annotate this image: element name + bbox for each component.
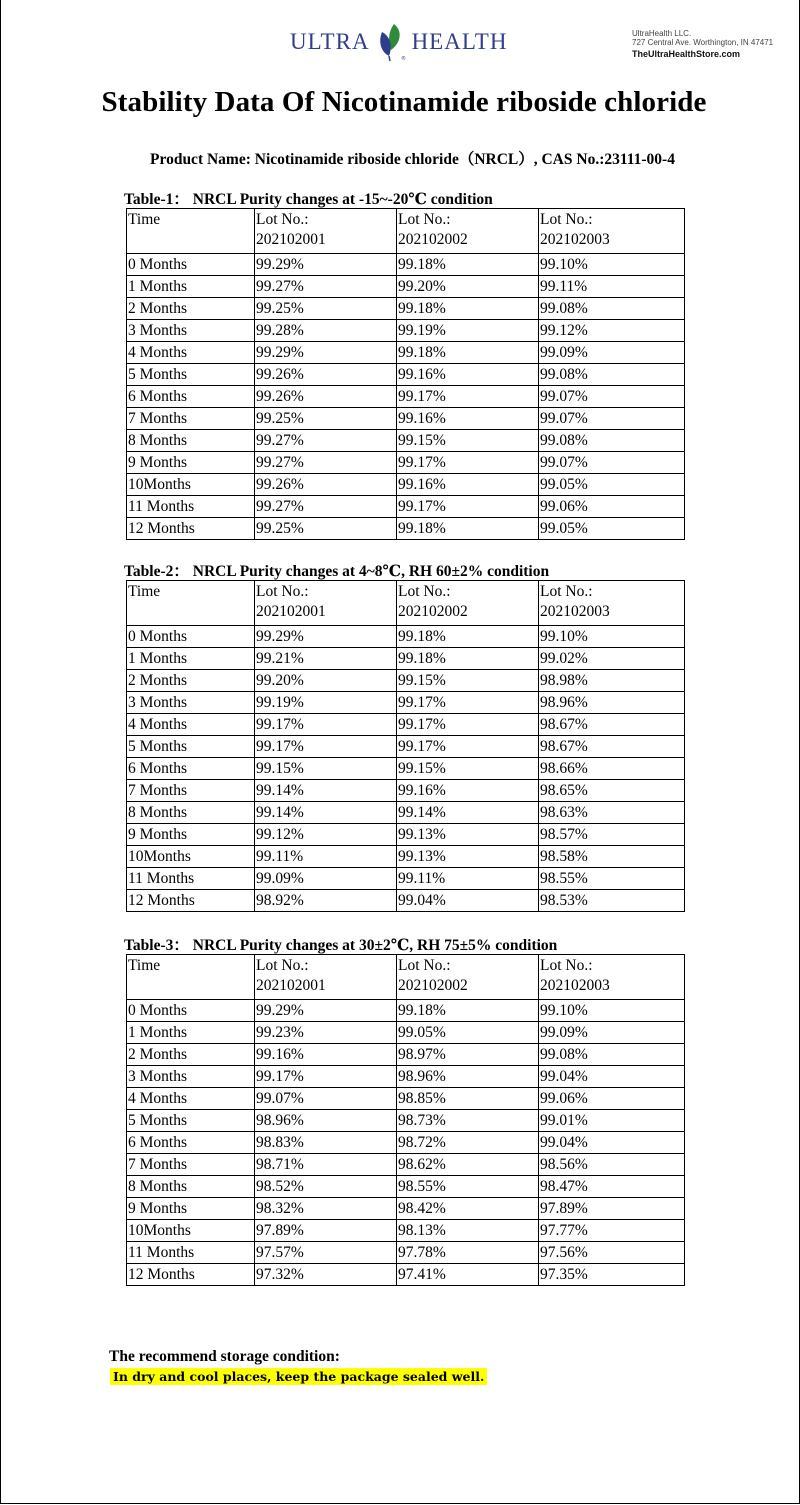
stability-table-3	[126, 954, 685, 1286]
table-row	[127, 518, 685, 540]
table-header-row	[127, 581, 685, 626]
table-row	[127, 320, 685, 342]
time-cell: 9 Months	[127, 452, 255, 474]
table-row	[127, 846, 685, 868]
lot-label: Lot No.:	[256, 211, 309, 228]
purity-cell: 97.41%	[397, 1264, 539, 1286]
lot-number: 202102003	[540, 603, 610, 620]
time-cell: 4 Months	[127, 714, 255, 736]
purity-cell: 97.89%	[539, 1198, 685, 1220]
purity-cell: 99.07%	[539, 408, 685, 430]
purity-cell: 99.14%	[397, 802, 539, 824]
table-caption: Table-2： NRCL Purity changes at 4~8℃, RH 60±2% condition	[124, 563, 550, 580]
purity-cell: 99.12%	[255, 824, 397, 846]
purity-cell: 97.77%	[539, 1220, 685, 1242]
time-cell: 1 Months	[127, 1022, 255, 1044]
time-cell: 5 Months	[127, 736, 255, 758]
product-line: Product Name: Nicotinamide riboside chloride（NRCL）, CAS No.:23111-00-4	[150, 151, 675, 168]
lot-number: 202102002	[398, 603, 468, 620]
time-cell: 3 Months	[127, 1066, 255, 1088]
purity-cell: 99.16%	[397, 364, 539, 386]
purity-cell: 99.29%	[255, 1000, 397, 1022]
company-website[interactable]: TheUltraHealthStore.com	[632, 49, 741, 59]
company-name: UltraHealth LLC.	[632, 29, 692, 38]
logo-word-left: ULTRA	[290, 29, 370, 54]
time-cell: 11 Months	[127, 868, 255, 890]
table-row	[127, 1132, 685, 1154]
purity-cell: 99.27%	[255, 430, 397, 452]
purity-cell: 98.97%	[397, 1044, 539, 1066]
leaf-icon	[372, 22, 410, 62]
purity-cell: 99.10%	[539, 626, 685, 648]
purity-cell: 99.05%	[539, 474, 685, 496]
purity-cell: 99.28%	[255, 320, 397, 342]
purity-cell: 99.18%	[397, 342, 539, 364]
lot-label: Lot No.:	[398, 957, 451, 974]
purity-cell: 98.83%	[255, 1132, 397, 1154]
purity-cell: 99.25%	[255, 408, 397, 430]
purity-cell: 99.15%	[397, 758, 539, 780]
purity-cell: 99.20%	[397, 276, 539, 298]
purity-cell: 99.18%	[397, 1000, 539, 1022]
purity-cell: 99.11%	[539, 276, 685, 298]
purity-cell: 99.15%	[397, 430, 539, 452]
purity-cell: 98.73%	[397, 1110, 539, 1132]
purity-cell: 99.05%	[539, 518, 685, 540]
purity-cell: 99.29%	[255, 626, 397, 648]
time-cell: 9 Months	[127, 824, 255, 846]
purity-cell: 97.57%	[255, 1242, 397, 1264]
purity-cell: 99.15%	[255, 758, 397, 780]
purity-cell: 98.98%	[539, 670, 685, 692]
table-row	[127, 1220, 685, 1242]
table-row	[127, 408, 685, 430]
purity-cell: 98.55%	[397, 1176, 539, 1198]
lot-label: Lot No.:	[256, 583, 309, 600]
time-cell: 4 Months	[127, 1088, 255, 1110]
table-row	[127, 868, 685, 890]
time-cell: 7 Months	[127, 1154, 255, 1176]
purity-cell: 98.85%	[397, 1088, 539, 1110]
purity-cell: 99.27%	[255, 452, 397, 474]
purity-cell: 97.89%	[255, 1220, 397, 1242]
table-row	[127, 1022, 685, 1044]
table-row	[127, 496, 685, 518]
storage-note: In dry and cool places, keep the package sealed well.	[110, 1368, 487, 1385]
table-row	[127, 626, 685, 648]
purity-cell: 98.67%	[539, 714, 685, 736]
purity-cell: 99.17%	[397, 714, 539, 736]
lot-label: Lot No.:	[398, 211, 451, 228]
purity-cell: 99.13%	[397, 824, 539, 846]
purity-cell: 98.65%	[539, 780, 685, 802]
table-caption: Table-3： NRCL Purity changes at 30±2℃, RH 75±5% condition	[124, 937, 558, 954]
purity-cell: 99.18%	[397, 254, 539, 276]
purity-cell: 99.14%	[255, 780, 397, 802]
lot-number: 202102002	[398, 231, 468, 248]
purity-cell: 99.17%	[255, 1066, 397, 1088]
company-info	[632, 29, 773, 59]
lot-label: Lot No.:	[540, 957, 593, 974]
purity-cell: 98.96%	[397, 1066, 539, 1088]
purity-cell: 99.18%	[397, 648, 539, 670]
time-cell: 11 Months	[127, 1242, 255, 1264]
purity-cell: 99.13%	[397, 846, 539, 868]
table-header-row	[127, 209, 685, 254]
time-header: Time	[127, 209, 255, 254]
stability-table-2	[126, 580, 685, 912]
purity-cell: 99.04%	[397, 890, 539, 912]
purity-cell: 99.15%	[397, 670, 539, 692]
purity-cell: 99.18%	[397, 298, 539, 320]
lot-header	[397, 581, 539, 626]
time-cell: 12 Months	[127, 890, 255, 912]
lot-number: 202102003	[540, 977, 610, 994]
purity-cell: 98.67%	[539, 736, 685, 758]
purity-cell: 99.04%	[539, 1132, 685, 1154]
purity-cell: 98.66%	[539, 758, 685, 780]
table-row	[127, 1000, 685, 1022]
purity-cell: 99.05%	[397, 1022, 539, 1044]
purity-cell: 99.20%	[255, 670, 397, 692]
purity-cell: 99.07%	[539, 452, 685, 474]
purity-cell: 99.17%	[397, 496, 539, 518]
table-row	[127, 670, 685, 692]
table-row	[127, 342, 685, 364]
purity-cell: 99.26%	[255, 364, 397, 386]
table-row	[127, 1110, 685, 1132]
purity-cell: 98.53%	[539, 890, 685, 912]
lot-header	[539, 209, 685, 254]
lot-header	[539, 581, 685, 626]
company-address: 727 Central Ave. Worthington, IN 47471	[632, 38, 774, 47]
purity-cell: 99.08%	[539, 364, 685, 386]
time-cell: 3 Months	[127, 320, 255, 342]
time-cell: 6 Months	[127, 386, 255, 408]
time-cell: 1 Months	[127, 648, 255, 670]
table-row	[127, 890, 685, 912]
table-row	[127, 692, 685, 714]
purity-cell: 99.27%	[255, 496, 397, 518]
time-cell: 1 Months	[127, 276, 255, 298]
table-row	[127, 1066, 685, 1088]
time-cell: 2 Months	[127, 670, 255, 692]
document-title: Stability Data Of Nicotinamide riboside chloride	[101, 86, 707, 118]
purity-cell: 99.17%	[397, 692, 539, 714]
table-row	[127, 802, 685, 824]
logo-word-right: HEALTH	[411, 29, 508, 54]
table-row	[127, 386, 685, 408]
purity-cell: 99.25%	[255, 518, 397, 540]
time-cell: 2 Months	[127, 298, 255, 320]
lot-number: 202102001	[256, 231, 326, 248]
lot-number: 202102001	[256, 977, 326, 994]
time-cell: 12 Months	[127, 1264, 255, 1286]
purity-cell: 99.08%	[539, 430, 685, 452]
time-cell: 6 Months	[127, 1132, 255, 1154]
purity-cell: 99.17%	[255, 714, 397, 736]
purity-cell: 99.17%	[397, 386, 539, 408]
table-row	[127, 1088, 685, 1110]
purity-cell: 99.07%	[539, 386, 685, 408]
time-cell: 10Months	[127, 1220, 255, 1242]
purity-cell: 99.26%	[255, 386, 397, 408]
letterhead	[0, 0, 800, 80]
purity-cell: 99.29%	[255, 342, 397, 364]
purity-cell: 99.09%	[255, 868, 397, 890]
time-cell: 10Months	[127, 846, 255, 868]
purity-cell: 99.25%	[255, 298, 397, 320]
purity-cell: 99.10%	[539, 1000, 685, 1022]
purity-cell: 99.07%	[255, 1088, 397, 1110]
time-cell: 8 Months	[127, 1176, 255, 1198]
purity-cell: 99.06%	[539, 1088, 685, 1110]
table-row	[127, 430, 685, 452]
purity-cell: 99.02%	[539, 648, 685, 670]
purity-cell: 99.17%	[255, 736, 397, 758]
purity-cell: 99.08%	[539, 298, 685, 320]
purity-cell: 99.16%	[397, 780, 539, 802]
table-row	[127, 276, 685, 298]
purity-cell: 99.19%	[255, 692, 397, 714]
purity-cell: 97.32%	[255, 1264, 397, 1286]
purity-cell: 97.35%	[539, 1264, 685, 1286]
table-row	[127, 824, 685, 846]
storage-title: The recommend storage condition:	[109, 1348, 340, 1365]
time-cell: 0 Months	[127, 254, 255, 276]
lot-number: 202102003	[540, 231, 610, 248]
purity-cell: 98.57%	[539, 824, 685, 846]
table-row	[127, 474, 685, 496]
purity-cell: 99.16%	[397, 408, 539, 430]
brand-logo	[290, 22, 507, 62]
lot-label: Lot No.:	[540, 211, 593, 228]
lot-number: 202102002	[398, 977, 468, 994]
purity-cell: 98.63%	[539, 802, 685, 824]
purity-cell: 98.58%	[539, 846, 685, 868]
time-cell: 3 Months	[127, 692, 255, 714]
time-cell: 12 Months	[127, 518, 255, 540]
lot-header	[255, 209, 397, 254]
lot-number: 202102001	[256, 603, 326, 620]
purity-cell: 98.55%	[539, 868, 685, 890]
table-row	[127, 648, 685, 670]
purity-cell: 99.09%	[539, 1022, 685, 1044]
table-row	[127, 736, 685, 758]
table-row	[127, 1176, 685, 1198]
time-cell: 11 Months	[127, 496, 255, 518]
purity-cell: 98.32%	[255, 1198, 397, 1220]
time-cell: 8 Months	[127, 430, 255, 452]
purity-cell: 99.09%	[539, 342, 685, 364]
purity-cell: 98.96%	[539, 692, 685, 714]
purity-cell: 99.11%	[255, 846, 397, 868]
time-header: Time	[127, 581, 255, 626]
lot-header	[255, 581, 397, 626]
purity-cell: 99.11%	[397, 868, 539, 890]
table-row	[127, 364, 685, 386]
table-row	[127, 758, 685, 780]
lot-label: Lot No.:	[398, 583, 451, 600]
table-row	[127, 1242, 685, 1264]
time-cell: 9 Months	[127, 1198, 255, 1220]
table-row	[127, 780, 685, 802]
time-header: Time	[127, 955, 255, 1000]
table-row	[127, 1154, 685, 1176]
lot-header	[397, 955, 539, 1000]
table-row	[127, 254, 685, 276]
table-row	[127, 298, 685, 320]
time-cell: 7 Months	[127, 780, 255, 802]
lot-header	[255, 955, 397, 1000]
purity-cell: 99.04%	[539, 1066, 685, 1088]
time-cell: 0 Months	[127, 1000, 255, 1022]
purity-cell: 99.16%	[397, 474, 539, 496]
purity-cell: 98.52%	[255, 1176, 397, 1198]
svg-text:®: ®	[400, 56, 406, 62]
purity-cell: 98.62%	[397, 1154, 539, 1176]
lot-header	[397, 209, 539, 254]
purity-cell: 99.21%	[255, 648, 397, 670]
table-row	[127, 1044, 685, 1066]
purity-cell: 99.19%	[397, 320, 539, 342]
purity-cell: 99.12%	[539, 320, 685, 342]
purity-cell: 99.06%	[539, 496, 685, 518]
purity-cell: 99.01%	[539, 1110, 685, 1132]
purity-cell: 99.16%	[255, 1044, 397, 1066]
table-row	[127, 1198, 685, 1220]
table-header-row	[127, 955, 685, 1000]
table-row	[127, 714, 685, 736]
purity-cell: 99.10%	[539, 254, 685, 276]
time-cell: 2 Months	[127, 1044, 255, 1066]
purity-cell: 98.72%	[397, 1132, 539, 1154]
time-cell: 5 Months	[127, 364, 255, 386]
time-cell: 6 Months	[127, 758, 255, 780]
lot-label: Lot No.:	[256, 957, 309, 974]
purity-cell: 99.27%	[255, 276, 397, 298]
purity-cell: 98.92%	[255, 890, 397, 912]
purity-cell: 97.78%	[397, 1242, 539, 1264]
purity-cell: 99.17%	[397, 736, 539, 758]
purity-cell: 99.23%	[255, 1022, 397, 1044]
purity-cell: 98.96%	[255, 1110, 397, 1132]
purity-cell: 98.47%	[539, 1176, 685, 1198]
time-cell: 10Months	[127, 474, 255, 496]
purity-cell: 99.14%	[255, 802, 397, 824]
purity-cell: 99.18%	[397, 626, 539, 648]
time-cell: 4 Months	[127, 342, 255, 364]
lot-label: Lot No.:	[540, 583, 593, 600]
purity-cell: 99.29%	[255, 254, 397, 276]
lot-header	[539, 955, 685, 1000]
table-row	[127, 452, 685, 474]
purity-cell: 98.13%	[397, 1220, 539, 1242]
time-cell: 8 Months	[127, 802, 255, 824]
time-cell: 5 Months	[127, 1110, 255, 1132]
purity-cell: 99.08%	[539, 1044, 685, 1066]
purity-cell: 98.56%	[539, 1154, 685, 1176]
purity-cell: 97.56%	[539, 1242, 685, 1264]
purity-cell: 99.18%	[397, 518, 539, 540]
purity-cell: 98.42%	[397, 1198, 539, 1220]
table-row	[127, 1264, 685, 1286]
time-cell: 7 Months	[127, 408, 255, 430]
purity-cell: 99.26%	[255, 474, 397, 496]
table-caption: Table-1： NRCL Purity changes at -15~-20℃ condition	[124, 191, 493, 208]
purity-cell: 99.17%	[397, 452, 539, 474]
purity-cell: 98.71%	[255, 1154, 397, 1176]
time-cell: 0 Months	[127, 626, 255, 648]
stability-table-1	[126, 208, 685, 540]
